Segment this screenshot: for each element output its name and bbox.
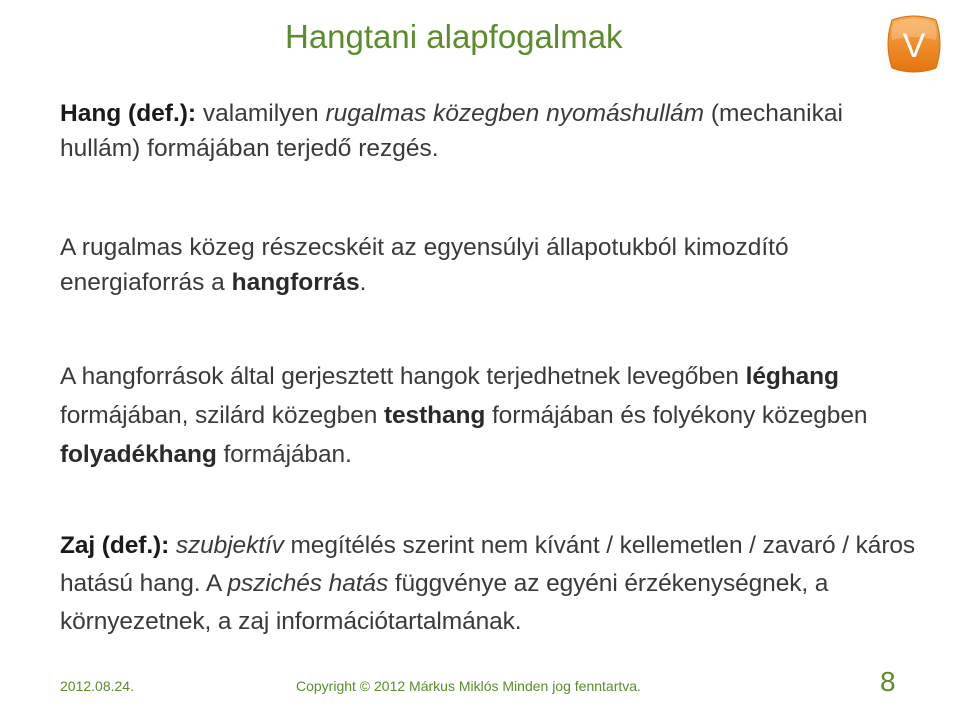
text-run: (mechanikai hullám) formájában terjedő rezgés. bbox=[60, 100, 843, 162]
bold-term-hangforras: hangforrás bbox=[231, 269, 360, 296]
bold-term-folyadekhang: folyadékhang bbox=[60, 441, 217, 468]
italic-run: rugalmas közegben nyomáshullám bbox=[325, 100, 705, 127]
footer-date: 2012.08.24. bbox=[60, 678, 134, 694]
sound-definition-label: Hang (def.): bbox=[60, 100, 197, 127]
paragraph-propagation bbox=[60, 357, 930, 474]
bold-term-testhang: testhang bbox=[383, 402, 486, 429]
text-run: A rugalmas közeg részecskéit az egyensúlyi állapotukból kimozdító energiaforrás a bbox=[60, 234, 789, 296]
text-run: valamilyen bbox=[196, 100, 326, 127]
italic-run: szubjektív bbox=[175, 532, 284, 559]
bold-term-leghang: léghang bbox=[745, 363, 839, 390]
noise-definition-label: Zaj (def.): bbox=[60, 532, 170, 559]
page-number: 8 bbox=[880, 666, 896, 697]
text-run bbox=[169, 532, 176, 559]
logo-badge-icon bbox=[882, 12, 946, 76]
text-run: függvénye az egyéni érzékenységnek, a környezetnek, a zaj információtartalmának. bbox=[60, 570, 829, 635]
text-run: formájában és folyékony közegben bbox=[485, 402, 868, 429]
logo-letter: V bbox=[902, 27, 926, 65]
paragraph-sound-source bbox=[60, 230, 920, 300]
italic-run: pszichés hatás bbox=[227, 570, 389, 597]
text-run: megítélés szerint nem kívánt / kellemetlen / zavaró / káros hatású hang. A bbox=[60, 532, 916, 597]
text-run: A hangforrások által gerjesztett hangok terjedhetnek levegőben bbox=[60, 363, 746, 390]
text-run: formájában. bbox=[216, 441, 352, 468]
text-run: formájában, szilárd közegben bbox=[60, 402, 384, 429]
footer-copyright: Copyright © 2012 Márkus Miklós Minden jog fenntartva. bbox=[296, 678, 641, 694]
paragraph-sound-definition bbox=[60, 96, 920, 166]
slide-title: Hangtani alapfogalmak bbox=[285, 18, 623, 55]
text-run: . bbox=[359, 269, 367, 296]
paragraph-noise-definition bbox=[60, 527, 930, 641]
